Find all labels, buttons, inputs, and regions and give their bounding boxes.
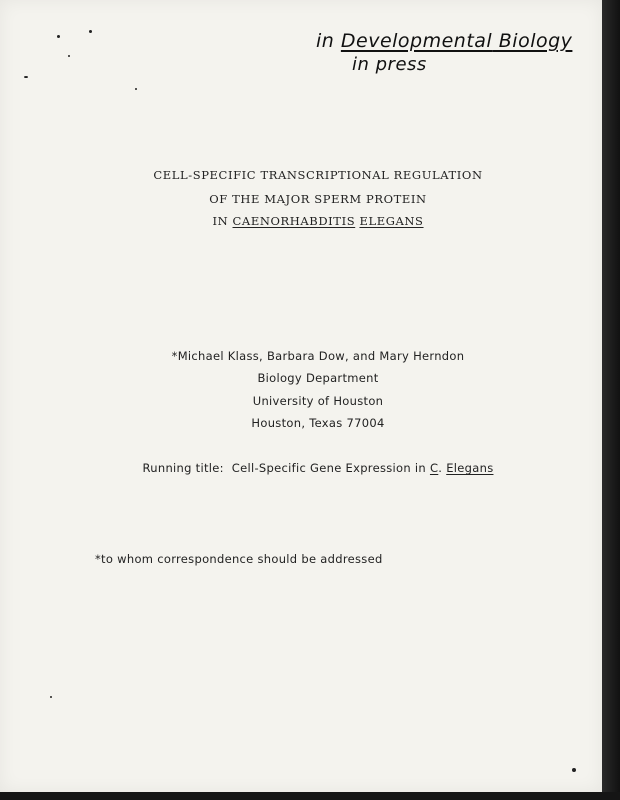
title-prefix: IN [212,214,233,228]
running-title-genus: C [429,461,439,475]
author-university: University of Houston [252,394,384,408]
handwritten-status-note: in press [352,54,427,75]
handwritten-prefix: in [316,30,341,52]
handwritten-journal-name: Developmental [340,30,493,52]
running-title-species: Elegans [446,461,494,475]
running-title-label: Running title: [142,461,224,475]
author-department: Biology Department [257,371,379,385]
scan-speck [57,35,60,38]
correspondence-note: *to whom correspondence should be addressed [95,552,383,566]
title-line-3 [0,214,620,228]
title-line-2: OF THE MAJOR SPERM PROTEIN [209,192,427,206]
author-address: Houston, Texas 77004 [251,416,385,430]
author-names: *Michael Klass, Barbara Dow, and Mary Herndon [171,349,465,363]
scan-speck [89,30,92,33]
running-title [0,461,620,475]
scan-speck [24,76,28,78]
title-genus: CAENORHABDITIS [232,214,356,228]
scan-edge-bottom [0,792,620,800]
title-line-1: CELL-SPECIFIC TRANSCRIPTIONAL REGULATION [153,168,483,182]
title-species: ELEGANS [359,214,424,228]
running-title-text: Cell-Specific Gene Expression in [231,461,430,475]
handwritten-journal-name-2: Biology [492,30,573,52]
scan-speck [50,696,52,698]
running-title-dot: . [438,461,447,475]
scan-speck [572,768,576,772]
scan-speck [68,55,70,57]
scan-speck [135,88,137,90]
handwritten-journal-note [316,30,572,52]
